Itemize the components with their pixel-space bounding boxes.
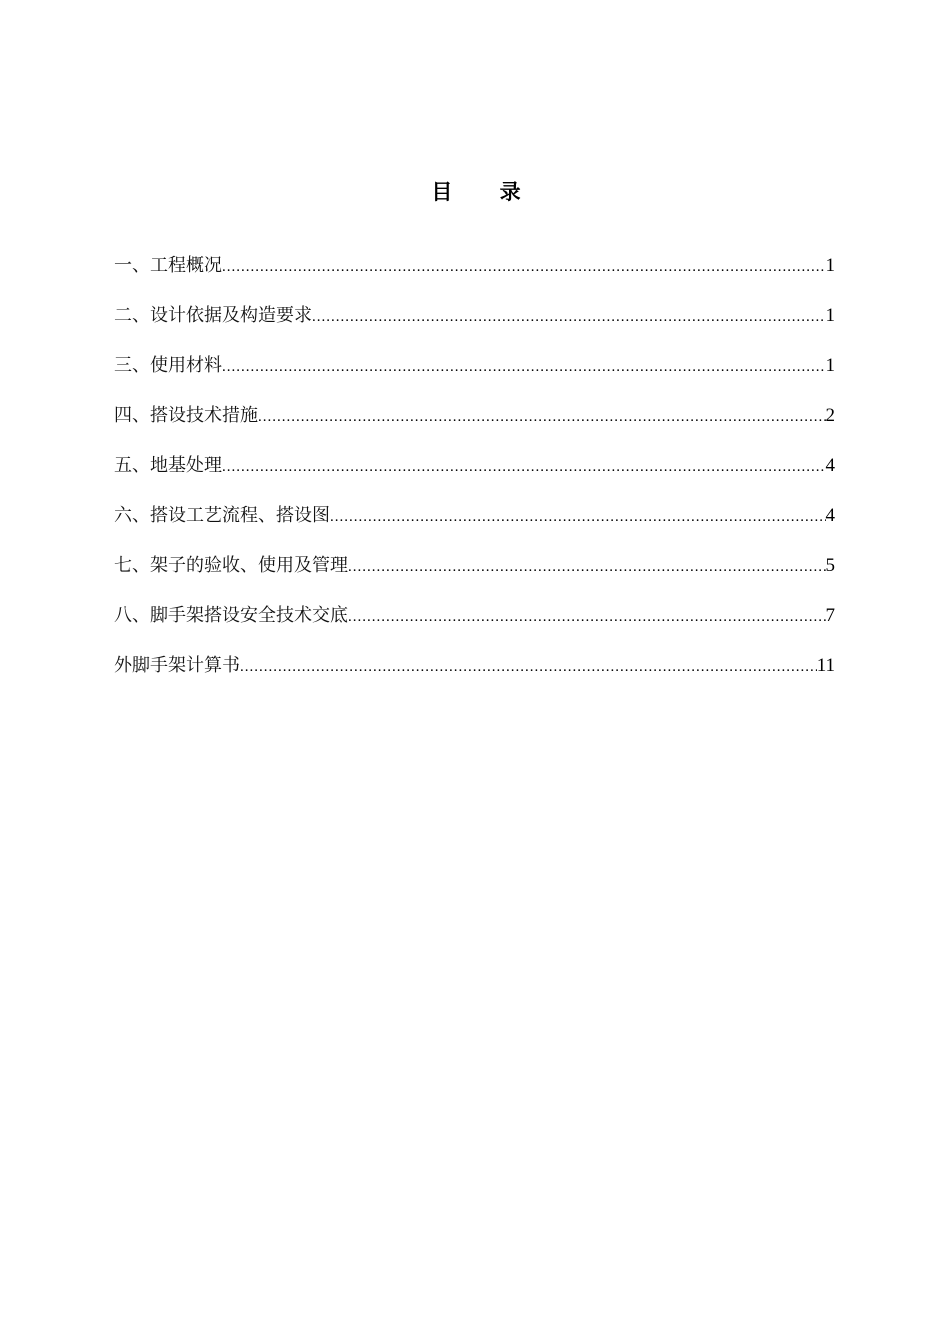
toc-entry-page: 4	[825, 505, 835, 526]
toc-entry-label: 五、地基处理	[114, 455, 222, 476]
toc-entry[interactable]	[114, 303, 835, 353]
toc-entry[interactable]	[114, 553, 835, 603]
toc-entry-label: 四、搭设技术措施	[114, 405, 258, 426]
toc-entry[interactable]	[114, 453, 835, 503]
toc-entry-page: 1	[825, 305, 835, 326]
table-of-contents	[114, 253, 835, 703]
toc-entry-page: 4	[825, 455, 835, 476]
dot-leader	[222, 354, 826, 380]
toc-entry-label: 外脚手架计算书	[114, 655, 240, 676]
toc-entry-page: 1	[825, 355, 835, 376]
dot-leader	[240, 654, 817, 680]
toc-entry-page: 5	[825, 555, 835, 576]
toc-entry-page: 11	[816, 655, 835, 676]
dot-leader	[348, 554, 826, 580]
dot-leader	[222, 254, 826, 280]
dot-leader	[330, 504, 826, 530]
toc-entry-label: 七、架子的验收、使用及管理	[114, 555, 348, 576]
toc-entry[interactable]	[114, 403, 835, 453]
toc-entry-label: 八、脚手架搭设安全技术交底	[114, 605, 348, 626]
toc-entry-label: 六、搭设工艺流程、搭设图	[114, 505, 330, 526]
dot-leader	[348, 604, 826, 630]
toc-entry[interactable]	[114, 653, 835, 703]
toc-entry-label: 三、使用材料	[114, 355, 222, 376]
dot-leader	[222, 454, 826, 480]
toc-entry[interactable]	[114, 353, 835, 403]
toc-entry-label: 二、设计依据及构造要求	[114, 305, 312, 326]
dot-leader	[258, 404, 826, 430]
toc-entry[interactable]	[114, 503, 835, 553]
toc-title: 目 录	[431, 180, 541, 204]
dot-leader	[312, 304, 826, 330]
toc-entry[interactable]	[114, 253, 835, 303]
toc-entry[interactable]	[114, 603, 835, 653]
toc-entry-page: 7	[825, 605, 835, 626]
toc-entry-label: 一、工程概况	[114, 255, 222, 276]
toc-entry-page: 2	[825, 405, 835, 426]
toc-entry-page: 1	[825, 255, 835, 276]
